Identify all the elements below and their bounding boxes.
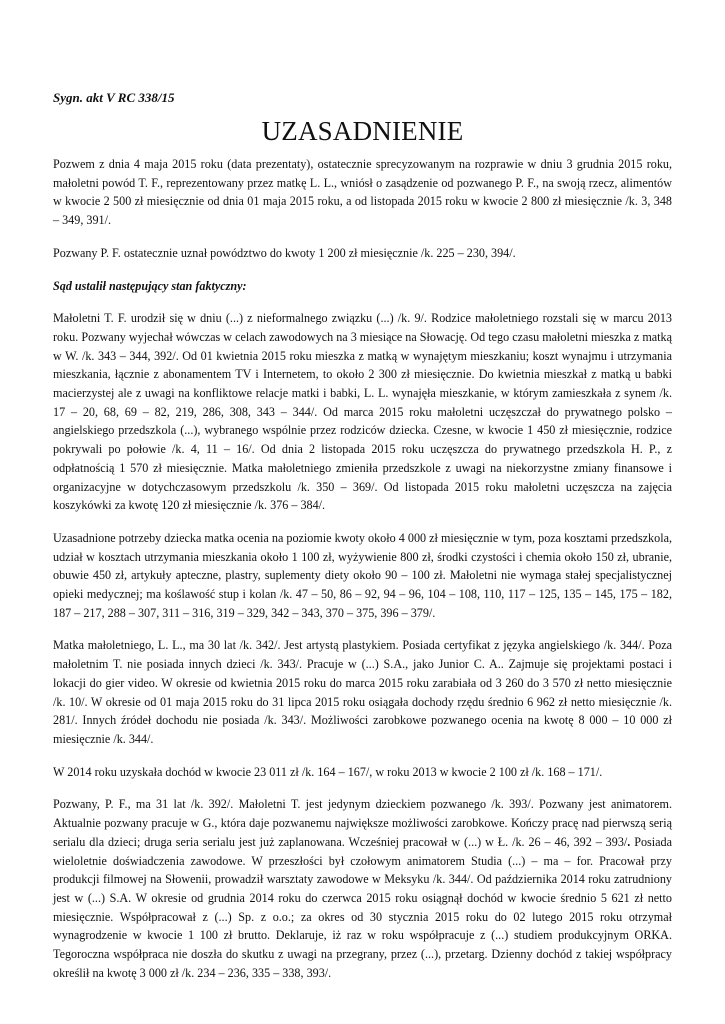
- paragraph-child-needs: Uzasadnione potrzeby dziecka matka ocenia na poziomie kwoty około 4 000 zł miesięcznie w tym, poza kosztami przedszkola, udział w kosztach utrzymania mieszkania około 1 100 zł, wyżywienie 800 zł, środki czystości i chemia około 150 zł, ubranie, obuwie 450 zł, artykuły apteczne, plastry, suplementy diety około 90 – 100 zł. Małoletni nie wymaga stałej specjalistycznej opieki medycznej; ma koślawość stup i kolan /k. 47 – 50, 86 – 92, 94 – 96, 104 – 108, 110, 117 – 125, 135 – 145, 175 – 182, 187 – 217, 288 – 307, 311 – 316, 319 – 329, 342 – 343, 370 – 375, 396 – 379/.: [53, 530, 672, 620]
- paragraph-mother-income: W 2014 roku uzyskała dochód w kwocie 23 011 zł /k. 164 – 167/, w roku 2013 w kwocie 2 100 zł /k. 168 – 171/.: [53, 764, 603, 779]
- paragraph-acknowledgement: Pozwany P. F. ostatecznie uznał powództwo do kwoty 1 200 zł miesięcznie /k. 225 – 230, 394/.: [53, 245, 516, 260]
- paragraph-child-situation: Małoletni T. F. urodził się w dniu (...) z nieformalnego związku (...) /k. 9/. Rodzice małoletniego rozstali się w marcu 2013 roku. Pozwany wyjechał wówczas w celach zawodowych na 3 miesiące na Słowację. Od tego czasu małoletni mieszka z matką w W. /k. 343 – 344, 392/. Od 01 kwietnia 2015 roku mieszka z matką w wynajętym mieszkaniu; koszt wynajmu i utrzymania mieszkania, łącznie z abonamentem TV i Internetem, to około 2 300 zł miesięcznie. Do kwietnia mieszkał z matką u babki macierzystej ale z uwagi na konfliktowe relacje matki i babki, L. L. wynajęła mieszkanie, w którym zamieszkała z synem /k. 17 – 20, 68, 69 – 82, 219, 286, 308, 343 – 344/. Od marca 2015 roku małoletni uczęszczał do prywatnego polsko – angielskiego przedszkola (...), wybranego wspólnie przez rodziców dziecka. Czesne, w kwocie 1 450 zł miesięcznie, rodzice pokrywali po połowie /k. 4, 11 – 16/. Od dnia 2 listopada 2015 roku uczęszcza do prywatnego przedszkola H. P., z odpłatnością 1 570 zł miesięcznie. Matka małoletniego zmieniła przedszkole z uwagi na niekorzystne zmiany finansowe i organizacyjne w dotychczasowym przedszkolu /k. 350 – 369/. Od listopada 2015 roku małoletni uczęszcza na zajęcia koszykówki za kwotę 120 zł miesięcznie /k. 376 – 384/.: [53, 311, 672, 513]
- document-title: UZASADNIENIE: [261, 116, 464, 146]
- paragraph-defendant-part-2: Posiada wieloletnie doświadczenia zawodowe. W przeszłości był czołowym animatorem Studia (...) – ma – for. Pracował przy produkcji filmowej na Słowenii, prowadził warsztaty zawodowe w Meksyku /k. 344/. Od października 2014 roku zatrudniony jest w (...) S.A. W okresie od grudnia 2014 roku do czerwca 2015 roku osiągnął dochód w kwocie średnio 5 621 zł netto miesięcznie. Współpracował z (...) Sp. z o.o.; za okres od 30 stycznia 2015 roku do 02 lutego 2015 roku otrzymał wynagrodzenie w kwocie 1 100 zł brutto. Deklaruje, iż raz w roku współpracuje z (...) studiem produkcyjnym ORKA. Tegoroczna współpraca nie doszła do skutku z uwagi na przegrany, przez (...), przetarg. Dzienny dochód z takiej współpracy określił na kwotę 3 000 zł /k. 234 – 236, 335 – 338, 393/.: [53, 834, 672, 980]
- case-signature: Sygn. akt V RC 338/15: [53, 90, 175, 105]
- bold-period: .: [627, 834, 631, 849]
- paragraph-defendant-part-1: Pozwany, P. F., ma 31 lat /k. 392/. Małoletni T. jest jedynym dzieckiem pozwanego /k. 393/. Pozwany jest animatorem. Aktualnie pozwany pracuje w G., która daje pozwanemu największe możliwości zarobkowe. Kończy pracę nad pierwszą serią serialu dla dzieci; druga seria serialu jest już zaplanowana. Wcześniej pracował w (...) w Ł. /k. 26 – 46, 392 – 393/: [53, 797, 672, 849]
- section-heading-facts: Sąd ustalił następujący stan faktyczny:: [53, 278, 247, 293]
- paragraph-claim: Pozwem z dnia 4 maja 2015 roku (data prezentaty), ostatecznie sprecyzowanym na rozprawie w dniu 3 grudnia 2015 roku, małoletni powód T. F., reprezentowany przez matkę L. L., wniósł o zasądzenie od pozwanego P. F., na swoją rzecz, alimentów w kwocie 2 500 zł miesięcznie od dnia 01 maja 2015 roku, a od listopada 2015 roku w kwocie 2 800 zł miesięcznie /k. 3, 348 – 349, 391/.: [53, 157, 672, 228]
- paragraph-mother-situation: Matka małoletniego, L. L., ma 30 lat /k. 342/. Jest artystą plastykiem. Posiada certyfikat z języka angielskiego /k. 344/. Poza małoletnim T. nie posiada innych dzieci /k. 343/. Pracuje w (...) S.A., jako Junior C. A.. Zajmuje się projektami postaci i lokacji do gier video. W okresie od kwietnia 2015 roku do marca 2015 roku zarabiała od 3 260 do 3 570 zł netto miesięcznie /k. 10/. W okresie od 01 maja 2015 roku do 31 lipca 2015 roku osiągała dochody rzędu średnio 6 962 zł netto miesięcznie /k. 281/. Innych źródeł dochodu nie posiada /k. 343/. Możliwości zarobkowe pozwanego ocenia na kwotę 8 000 – 10 000 zł miesięcznie /k. 344/.: [53, 638, 672, 746]
- paragraph-defendant-situation: [53, 795, 672, 982]
